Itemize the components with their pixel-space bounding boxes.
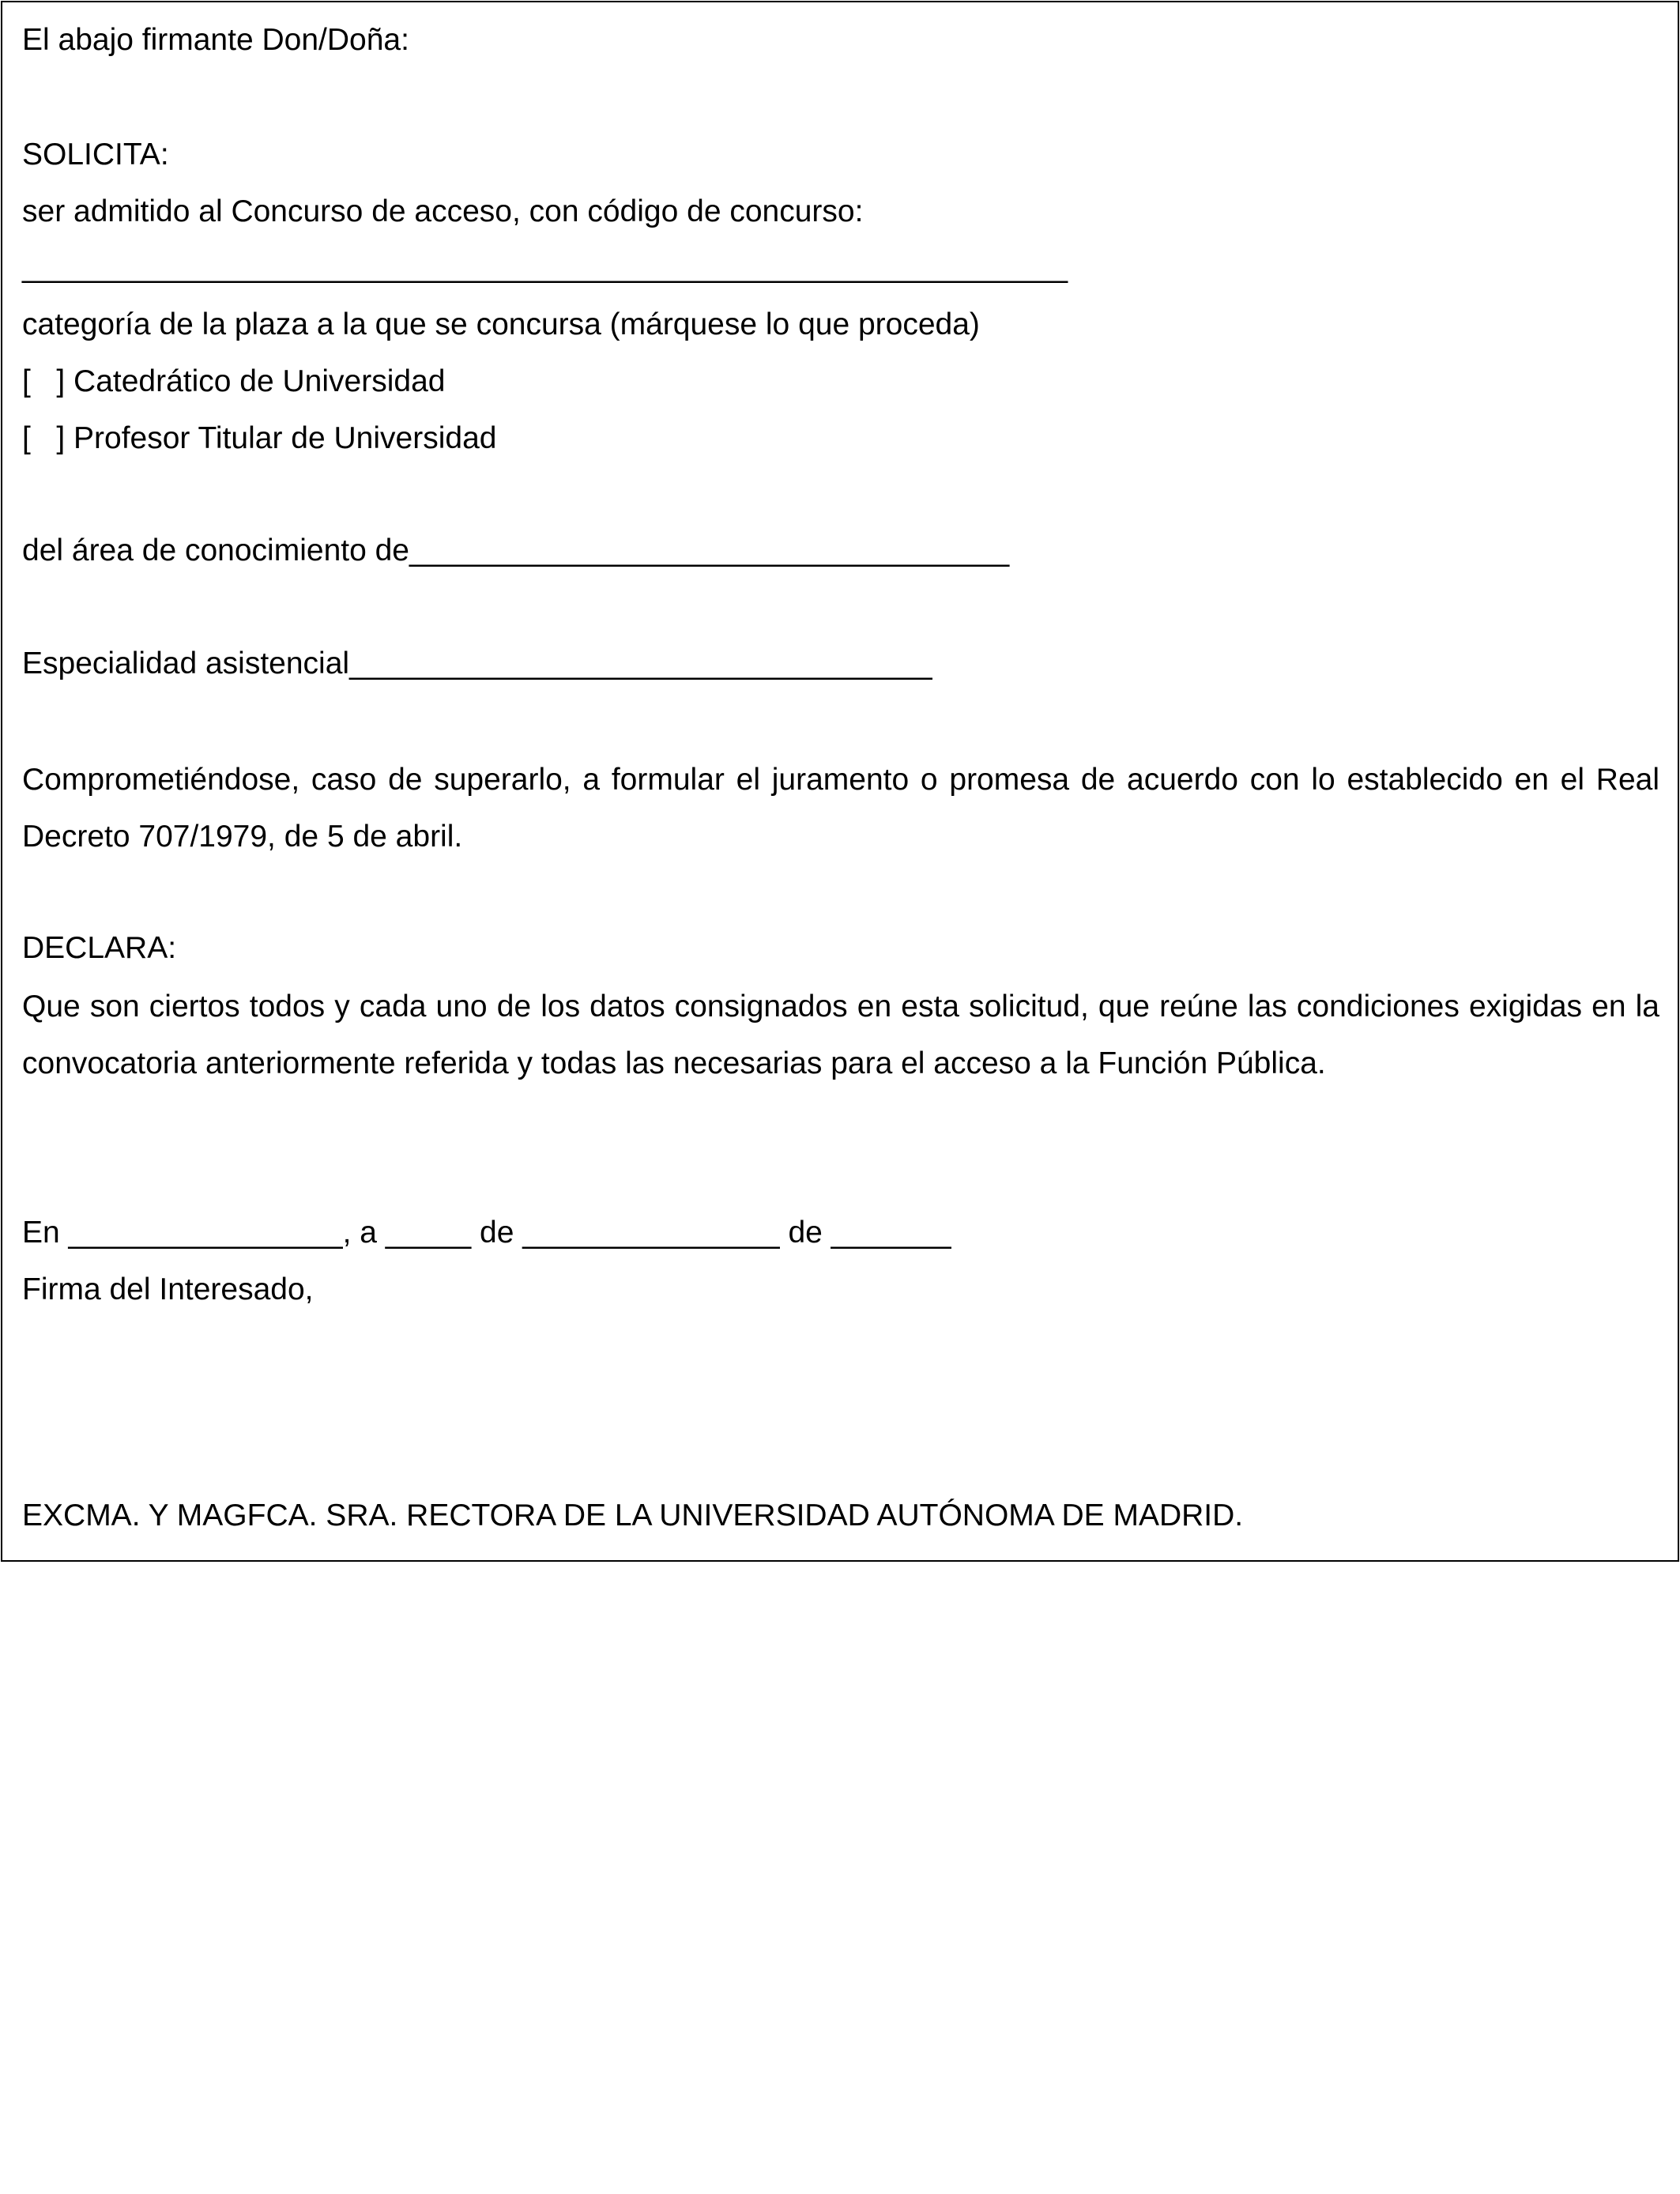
solicita-heading: SOLICITA: — [22, 138, 169, 172]
addressee: EXCMA. Y MAGFCA. SRA. RECTORA DE LA UNIVERSIDAD AUTÓNOMA DE MADRID. — [22, 1498, 1244, 1532]
option-catedratico-label: Catedrático de Universidad — [73, 364, 446, 398]
place-date-line[interactable]: En ________________, a _____ de _______________ de _______ — [22, 1216, 951, 1250]
knowledge-area-line[interactable]: del área de conocimiento de___________________________________ — [22, 533, 1010, 567]
category-prompt: categoría de la plaza a la que se concursa (márquese lo que proceda) — [22, 307, 980, 341]
signatory-label: El abajo firmante Don/Doña: — [22, 23, 409, 57]
option-profesor-titular[interactable] — [22, 420, 496, 458]
option-catedratico[interactable] — [22, 363, 445, 401]
signature-label: Firma del Interesado, — [22, 1272, 314, 1306]
commitment-paragraph: Comprometiéndose, caso de superarlo, a formular el juramento o promesa de acuerdo con lo establecido en el Real Decreto 707/1979, de 5 de abril. — [22, 763, 1659, 854]
checkbox-profesor-titular[interactable]: [ ] — [22, 421, 66, 455]
declaration-paragraph: Que son ciertos todos y cada uno de los datos consignados en esta solicitud, que reúne las condiciones exigidas en la convocatoria anteriormente referida y todas las necesarias para el acceso a la Función Pública. — [22, 990, 1659, 1080]
checkbox-catedratico[interactable]: [ ] — [22, 364, 66, 398]
declara-heading: DECLARA: — [22, 931, 177, 965]
application-form — [1, 1, 1679, 1562]
specialty-line[interactable]: Especialidad asistencial__________________________________ — [22, 647, 932, 680]
contest-code-blank[interactable]: _____________________________________________________________ — [22, 250, 1068, 284]
option-profesor-titular-label: Profesor Titular de Universidad — [73, 421, 497, 455]
admission-text: ser admitido al Concurso de acceso, con código de concurso: — [22, 194, 864, 228]
